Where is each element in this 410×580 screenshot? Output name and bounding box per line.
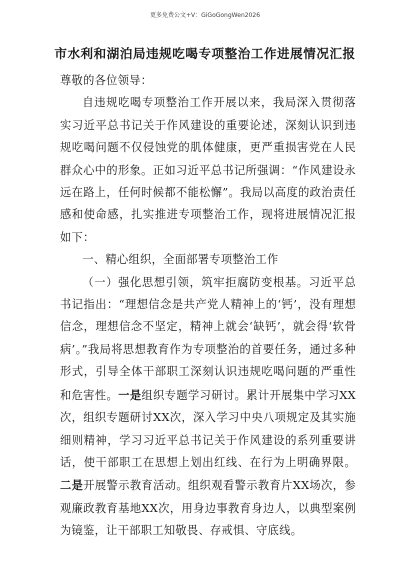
emphasis-text: 一是 [118,387,142,402]
paragraph-text: 开展警示教育活动。组织观看警示教育片XX场次，参观廉政教育基地XX次，用身边事教育身边人，以典型案例为镜鉴，让干部职工知敬畏、存戒惧、守底线。 [60,479,356,538]
document-title: 市水利和湖泊局违规吃喝专项整治工作进展情况汇报 [54,46,356,61]
document-body [60,70,356,543]
paragraph-text: （一）强化思想引领，筑牢拒腐防变根基。习近平总书记指出：“理想信念是共产党人精神上的‘钙’，没有理想信念，理想信念不坚定，精神上就会‘缺钙’，就会得‘软骨病’。”我局将思想教育作为专项整治的首要任务，通过多种形式，引导全体干部职工深刻认识违规吃喝问题的严重性和危害性。 [60,275,356,402]
section-heading: 一、精心组织，全面部署专项整治工作 [82,253,279,267]
salutation: 尊敬的各位领导： [60,74,153,87]
paragraph-text: 组织专题学习研讨。累计开展集中学习XX次，组织专题研讨XX次，深入学习中央八项规定及其实施细则精神，学习习近平总书记关于作风建设的系列重要讲话，使干部职工在思想上划出红线、在行为上明确界限。 [60,388,356,469]
emphasis-text: 二是 [60,478,84,493]
body-paragraph [60,272,356,543]
body-paragraph: 自违规吃喝专项整治工作开展以来，我局深入贯彻落实习近平总书记关于作风建设的重要论述，深刻认识到违规吃喝问题不仅侵蚀党的肌体健康，更严重损害党在人民群众心中的形象。正如习近平总书记所强调：“作风建设永远在路上，任何时候都不能松懈”。我局以高度的政治责任感和使命感，扎实推进专项整治工作，现将进展情况汇报如下： [60,96,356,244]
header-note: 更多免费公文+V：GiGoGongWen2026 [149,12,261,19]
